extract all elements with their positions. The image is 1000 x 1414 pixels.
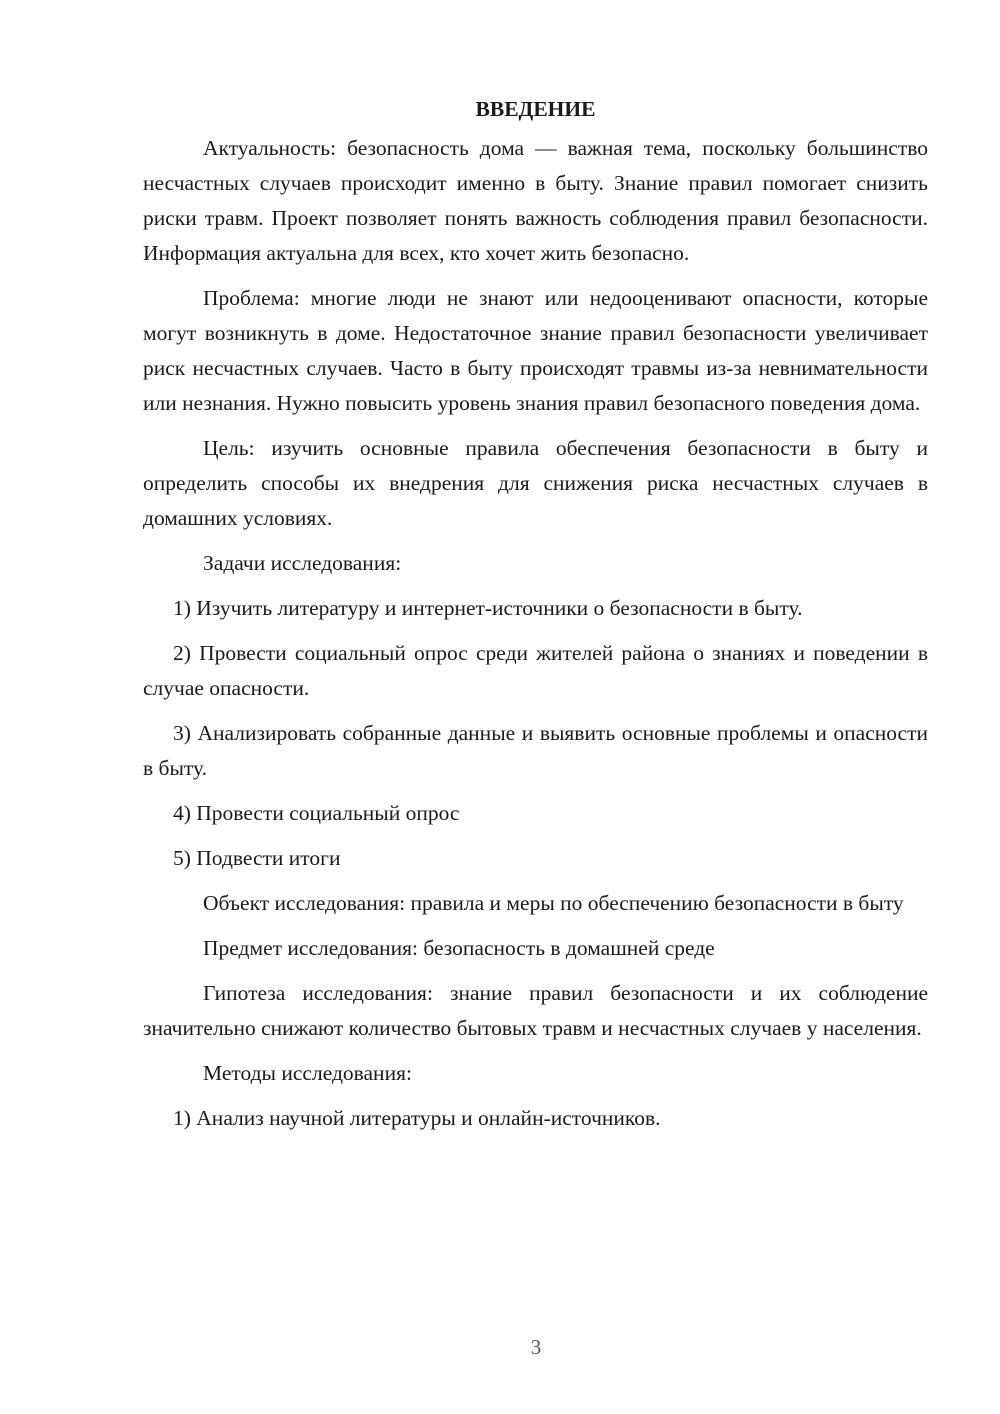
list-item-task-5: 5) Подвести итоги bbox=[173, 846, 341, 870]
section-heading: ВВЕДЕНИЕ bbox=[475, 97, 596, 121]
paragraph-subject: Предмет исследования: безопасность в домашней среде bbox=[203, 936, 715, 960]
paragraph-goal: Цель: изучить основные правила обеспечения безопасности в быту и определить способы их внедрения для снижения риска несчастных случаев в домашних условиях. bbox=[143, 436, 928, 530]
paragraph-methods-title: Методы исследования: bbox=[203, 1061, 412, 1085]
paragraph-hypothesis: Гипотеза исследования: знание правил безопасности и их соблюдение значительно снижают количество бытовых травм и несчастных случаев у населения. bbox=[143, 981, 928, 1040]
document-page bbox=[143, 92, 928, 1146]
list-item-task-2: 2) Провести социальный опрос среди жителей района о знаниях и поведении в случае опасности. bbox=[143, 641, 928, 700]
list-item-method-1: 1) Анализ научной литературы и онлайн-источников. bbox=[173, 1106, 661, 1130]
paragraph-object: Объект исследования: правила и меры по обеспечению безопасности в быту bbox=[203, 891, 904, 915]
list-item-task-4: 4) Провести социальный опрос bbox=[173, 801, 460, 825]
paragraph-relevance: Актуальность: безопасность дома — важная тема, поскольку большинство несчастных случаев происходит именно в быту. Знание правил помогает снизить риски травм. Проект позволяет понять важность соблюдения правил безопасности. Информация актуальна для всех, кто хочет жить безопасно. bbox=[143, 136, 928, 265]
paragraph-tasks-title: Задачи исследования: bbox=[203, 551, 402, 575]
list-item-task-3: 3) Анализировать собранные данные и выявить основные проблемы и опасности в быту. bbox=[143, 721, 928, 780]
list-item-task-1: 1) Изучить литературу и интернет-источники о безопасности в быту. bbox=[173, 596, 803, 620]
page-number: 3 bbox=[530, 1335, 542, 1359]
paragraph-problem: Проблема: многие люди не знают или недооценивают опасности, которые могут возникнуть в доме. Недостаточное знание правил безопасности увеличивает риск несчастных случаев. Часто в быту происходят травмы из-за невнимательности или незнания. Нужно повысить уровень знания правил безопасного поведения дома. bbox=[143, 286, 928, 415]
